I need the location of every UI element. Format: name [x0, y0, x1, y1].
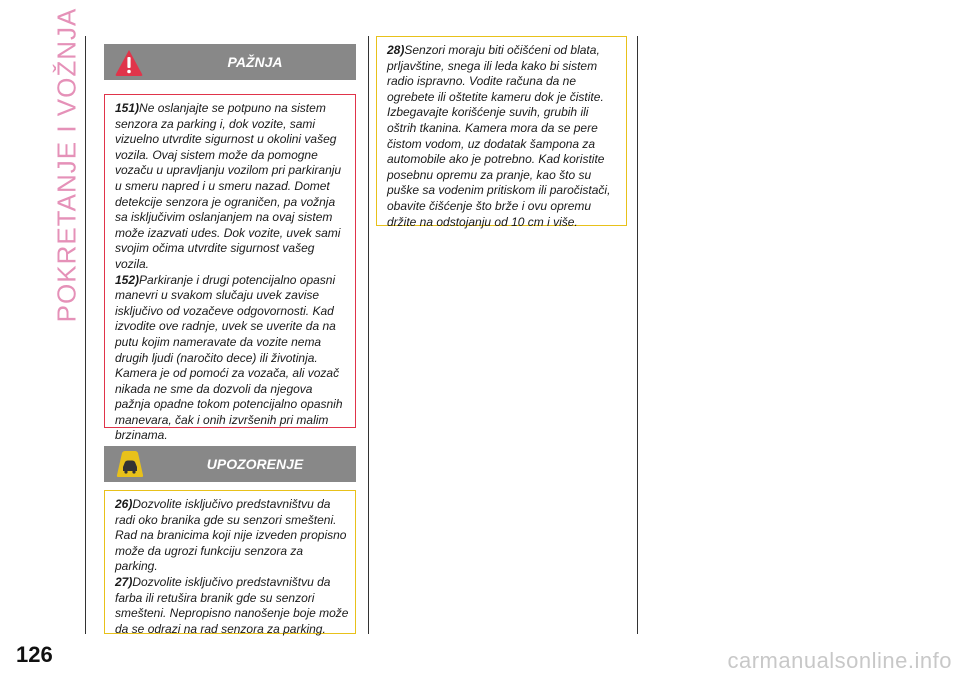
- note-26: 26)Dozvolite isključivo predstavništvu da radi oko branika gde su senzori smešteni. Rad na branicima koji nije izveden propisno može da ugrozi funkciju senzora za parking.: [115, 497, 347, 574]
- section-title: [51, 7, 82, 323]
- note-151: 151)Ne oslanjajte se potpuno na sistem senzora za parking i, dok vozite, sami vizuelno utvrdite sigurnost u okolini vašeg vozila. Ovaj sistem može da pomogne vozaču u upravljanju vozilom pri parkiranju u smeru napred i u smeru nazad. Domet detekcije senzora je ograničen, pa vožnja sa isključivim oslanjanjem na ovaj sistem može izazvati udes. Dok vozite, uvek sami svojim očima utvrdite sigurnost vašeg vozila.: [115, 101, 342, 271]
- note-27: 27)Dozvolite isključivo predstavništvu da farba ili retušira branik gde su senzori smešteni. Nepropisno nanošenje boje može da se odrazi na rad senzora za parking.: [115, 574, 349, 636]
- watermark: carmanualsonline.info: [727, 648, 952, 673]
- column-divider-middle: [368, 36, 369, 634]
- pazvnja-title: PAŽNJA: [227, 54, 283, 70]
- pazvnja-box: [104, 94, 356, 443]
- column-divider-left: [85, 36, 86, 634]
- pazvnja-header: [104, 44, 356, 80]
- section-title-text: POKRETANJE I VOŽNJA: [51, 7, 82, 323]
- column-divider-right: [637, 36, 638, 634]
- page-number: 126: [16, 642, 53, 667]
- upozorenje-header: [104, 446, 356, 482]
- note-152: 152)Parkiranje i drugi potencijalno opasni manevri u svakom slučaju uvek zavise isključivo od vozačeve odgovornosti. Kad izvodite ove radnje, uvek se uverite da na putu kojim nameravate da vozite nema drugih ljudi (naročito dece) ili životinja. Kamera je od pomoći za vozača, ali vozač nikada ne sme da dozvoli da njegova pažnja opadne tokom potencijalno opasnih manevara, čak i onih izvršenih pri malim brzinama.: [115, 272, 343, 443]
- note-28-box: [376, 36, 627, 229]
- upozorenje-box: [104, 490, 356, 634]
- upozorenje-title: UPOZORENJE: [206, 456, 304, 472]
- note-28: 28)Senzori moraju biti očišćeni od blata, prljavštine, snega ili leda kako bi sistem radio ispravno. Vodite računa da ne ogrebete ili oštetite kameru dok je čistite. Izbegavajte korišćenje suvih, grubih ili oštrih tkanina. Kamera mora da se pere čistom vodom, uz dodatak šampona za automobile ako je potrebno. Kad koristite posebnu opremu za pranje, kao što su puške sa vodenim pritiskom ili paročistači, obavite čišćenje što brže i ovu opremu držite na odstojanju od 10 cm i više.: [387, 43, 611, 229]
